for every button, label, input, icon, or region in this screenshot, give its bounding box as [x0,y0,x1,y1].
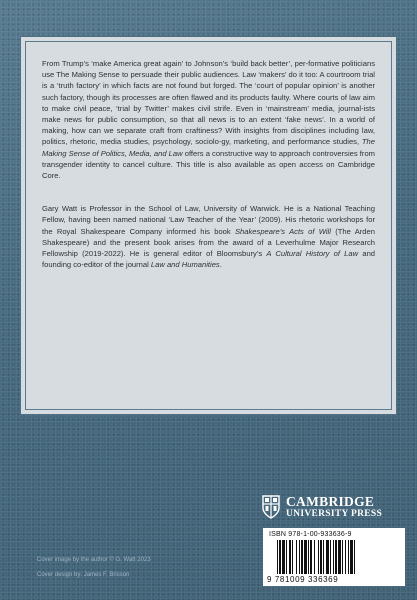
publisher-name: CAMBRIDGE [286,493,375,509]
barcode-icon [269,540,399,574]
publisher-subname: UNIVERSITY PRESS [286,509,383,519]
cambridge-shield-icon [262,495,280,519]
bio-book-2: A Cultural History of Law [266,249,359,259]
bio-text-3: and founding co-editor of the journal [42,249,376,270]
publisher-logo [262,490,402,524]
blurb-panel-inner [25,41,392,410]
description-text-end: offers a constructive way to approach controversies from transgender identity to cancel culture. This title is also available as open access on Cambridge Core. [42,148,375,181]
description-paragraph [42,58,375,181]
cover-design-credit: Cover design by: James F. Brisson [37,572,130,578]
bio-text-4: . [219,260,222,270]
bio-journal: Law and Humanities [150,260,220,270]
book-title-italic: The Making Sense of Politics, Media, and Law [42,137,375,158]
bio-text-1: Gary Watt is Professor in the School of Law, University of Warwick. He is a National Teaching Fellow, having been named national ‘Law Teacher of the Year’ (2009). His rhetoric workshops for the Royal Shakespeare Company informed his book [42,204,375,236]
bio-book-1: Shakespeare’s Acts of Will [234,226,331,236]
blurb-panel [20,36,397,415]
bio-text-2: (The Arden Shakespeare) and the present book arises from the award of a Leverhulme Major Research Fellowship (2019-2022). He is general editor of Bloomsbury’s [42,226,375,259]
isbn-label: ISBN 978-1-00-933636-9 [269,531,352,538]
description-text: From Trump’s ‘make America great again’ to Johnson’s ‘build back better’, per-formative politicians use The Making Sense to persuade their public audiences. Law ‘makers’ do it too: A courtroom trial is a ‘truth factory’ in which facts are not found but forged. The ‘court of popular opinion’ is another such factory, though its processes are often flawed and its products faulty. Where courts of law aim to make civil peace, ‘trial by Twitter’ makes civil strife. Even in ‘mainstream’ media, journal-ists make news for public consumption, so that all news is to an extent ‘fake news’. In a world of making, how can we separate craft from craftiness? With insights from disciplines including law, politics, rhetoric, media studies, psychology, sociolo-gy, marketing, and performance studies, [42,59,375,147]
author-bio-paragraph [42,203,375,270]
barcode-box [263,528,405,586]
cover-image-credit: Cover image by the author © G. Watt 2023 [37,557,151,563]
barcode-digits: 9 781009 336369 [267,575,339,584]
publisher-name-block [286,495,382,520]
